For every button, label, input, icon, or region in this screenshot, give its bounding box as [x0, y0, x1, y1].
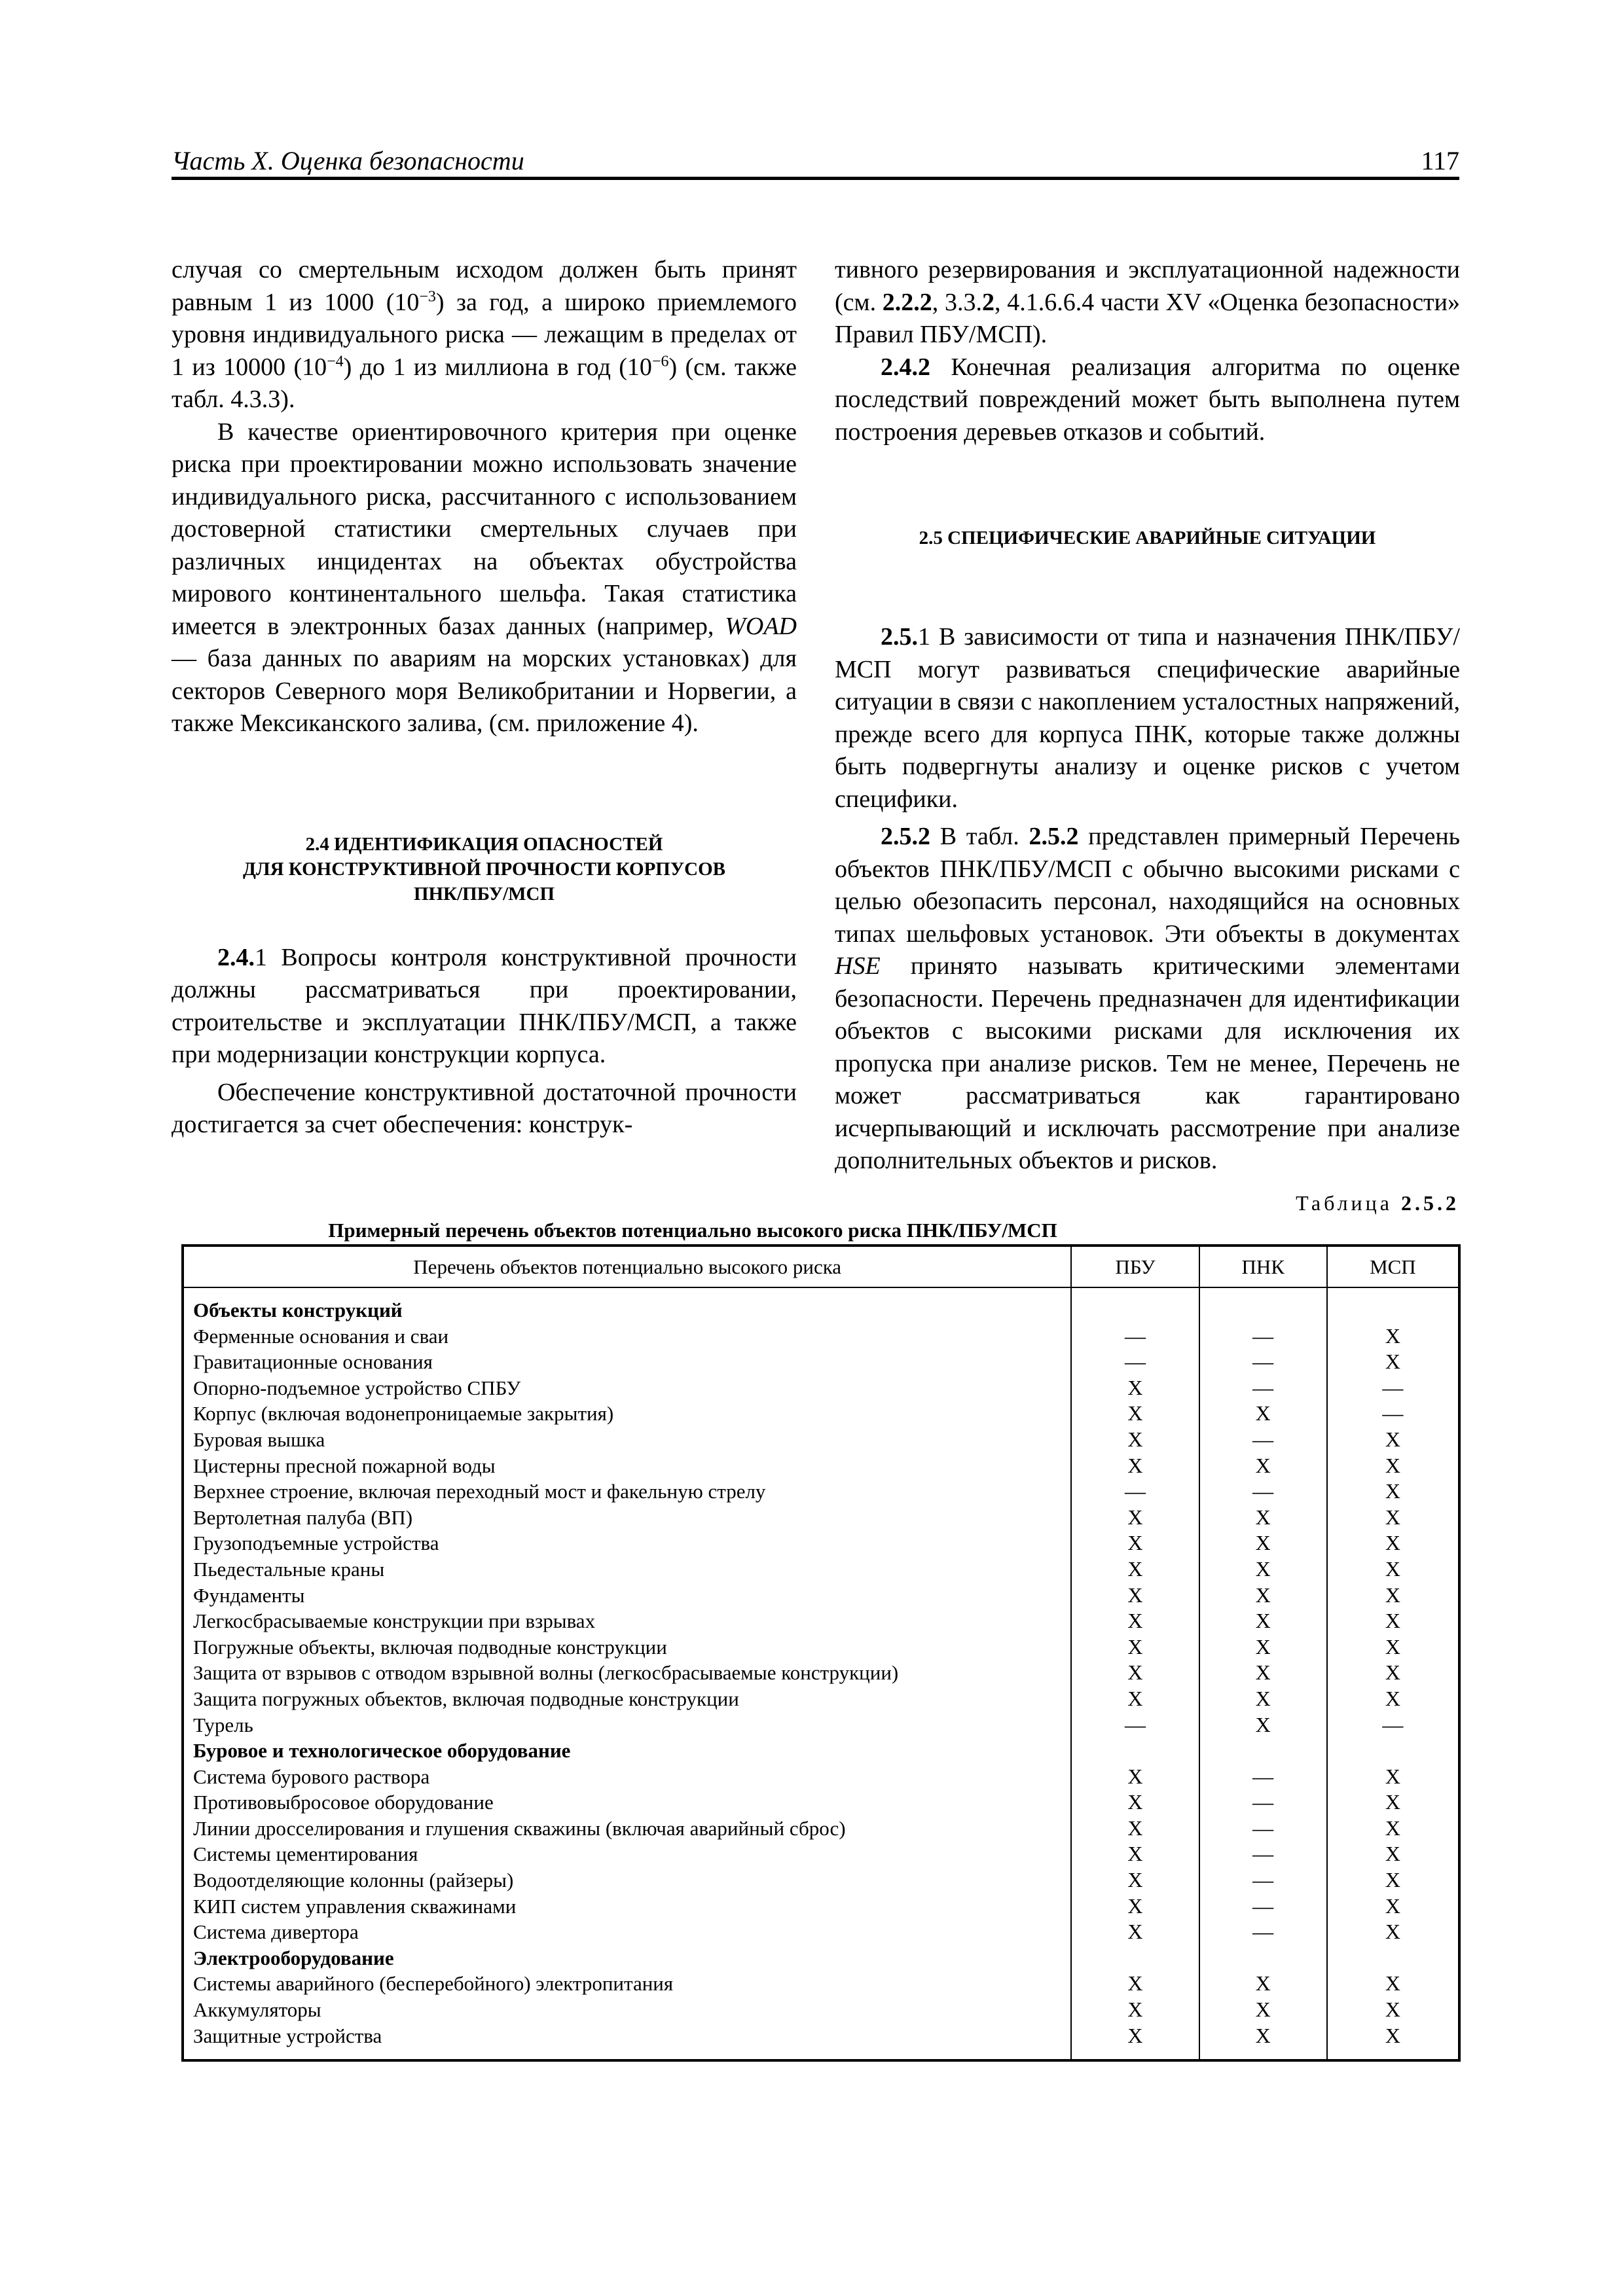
pnk-cell: X: [1199, 1686, 1327, 1712]
left-paragraph-3: Обеспечение конструктивной достаточной прочности достигается за счет обеспечения: конструк-: [172, 1078, 797, 1138]
object-name-cell: Аккумуляторы: [183, 1997, 1071, 2023]
table-row: [183, 1530, 1459, 1556]
column-header-msp: МСП: [1327, 1246, 1459, 1287]
left-paragraph-2: [172, 416, 797, 740]
pbu-cell: X: [1071, 1893, 1199, 1920]
pbu-cell: X: [1071, 1401, 1199, 1427]
pbu-cell: X: [1071, 1660, 1199, 1686]
pbu-cell: X: [1071, 1867, 1199, 1893]
msp-cell: [1327, 1945, 1459, 1971]
table-row: [183, 1971, 1459, 1997]
pnk-cell: —: [1199, 1349, 1327, 1375]
table-caption-label: Таблица: [1296, 1191, 1401, 1215]
pbu-cell: X: [1071, 1971, 1199, 1997]
text-run: случая со смертельным исходом должен быть принят равным 1 из 1000 (10: [172, 256, 797, 316]
paragraph-number: 2.4.: [217, 943, 255, 971]
msp-cell: X: [1327, 1349, 1459, 1375]
object-name-cell: Электрооборудование: [183, 1945, 1071, 1971]
pnk-cell: X: [1199, 1971, 1327, 1997]
superscript: −4: [327, 352, 344, 370]
pbu-cell: [1071, 1738, 1199, 1764]
pbu-cell: X: [1071, 1427, 1199, 1453]
object-name-cell: Корпус (включая водонепроницаемые закрытия): [183, 1401, 1071, 1427]
msp-cell: —: [1327, 1401, 1459, 1427]
pnk-cell: X: [1199, 1453, 1327, 1479]
msp-cell: X: [1327, 1816, 1459, 1842]
pbu-cell: X: [1071, 1816, 1199, 1842]
pbu-cell: —: [1071, 1712, 1199, 1738]
object-name-cell: Защита погружных объектов, включая подводные конструкции: [183, 1686, 1071, 1712]
paragraph-number: 2.4.2: [881, 353, 930, 381]
pnk-cell: —: [1199, 1816, 1327, 1842]
msp-cell: X: [1327, 1867, 1459, 1893]
object-name-cell: Опорно-подъемное устройство СПБУ: [183, 1375, 1071, 1401]
table-row: [183, 1686, 1459, 1712]
pbu-cell: X: [1071, 1764, 1199, 1790]
object-name-cell: Вертолетная палуба (ВП): [183, 1505, 1071, 1531]
object-name-cell: КИП систем управления скважинами: [183, 1893, 1071, 1920]
pbu-cell: —: [1071, 1349, 1199, 1375]
pbu-cell: X: [1071, 1583, 1199, 1609]
paragraph-2-5-2: [835, 821, 1460, 1177]
pbu-cell: X: [1071, 1505, 1199, 1531]
pnk-cell: X: [1199, 1505, 1327, 1531]
pnk-cell: —: [1199, 1841, 1327, 1867]
table-row: [183, 1660, 1459, 1686]
msp-cell: X: [1327, 1530, 1459, 1556]
table-row: [183, 1556, 1459, 1583]
table-row: [183, 1919, 1459, 1945]
msp-cell: X: [1327, 1686, 1459, 1712]
table-row: [183, 1764, 1459, 1790]
text-run: тивного резервирования и эксплуатационной надежности (см.: [835, 256, 1460, 316]
msp-cell: —: [1327, 1712, 1459, 1738]
msp-cell: X: [1327, 1583, 1459, 1609]
section-heading-2-5: 2.5 СПЕЦИФИЧЕСКИЕ АВАРИЙНЫЕ СИТУАЦИИ: [919, 528, 1376, 548]
msp-cell: X: [1327, 1323, 1459, 1350]
table-row: [183, 1401, 1459, 1427]
table-row: [183, 1789, 1459, 1816]
pbu-cell: X: [1071, 1634, 1199, 1660]
pbu-cell: X: [1071, 1375, 1199, 1401]
pnk-cell: —: [1199, 1427, 1327, 1453]
pnk-cell: [1199, 1738, 1327, 1764]
risk-objects-table: [181, 1244, 1461, 2062]
object-name-cell: Легкосбрасываемые конструкции при взрывах: [183, 1608, 1071, 1634]
table-title: Примерный перечень объектов потенциально высокого риска ПНК/ПБУ/МСП: [328, 1219, 1057, 1242]
pnk-cell: —: [1199, 1375, 1327, 1401]
msp-cell: X: [1327, 1427, 1459, 1453]
pbu-cell: X: [1071, 1608, 1199, 1634]
pnk-cell: —: [1199, 1867, 1327, 1893]
column-header-pbu: ПБУ: [1071, 1246, 1199, 1287]
text-run: представлен примерный Перечень объектов ПНК/ПБУ/МСП с обычно высокими рисками с целью обезопасить персонал, находящийся на основных типах шельфовых установок. Эти объекты в документах: [835, 823, 1460, 948]
table-row: [183, 1323, 1459, 1350]
pnk-cell: X: [1199, 2023, 1327, 2061]
pbu-cell: X: [1071, 2023, 1199, 2061]
object-name-cell: Защита от взрывов с отводом взрывной волны (легкосбрасываемые конструкции): [183, 1660, 1071, 1686]
page-number: 117: [1421, 146, 1459, 175]
msp-cell: X: [1327, 1789, 1459, 1816]
msp-cell: X: [1327, 1608, 1459, 1634]
msp-cell: X: [1327, 1893, 1459, 1920]
msp-cell: X: [1327, 2023, 1459, 2061]
section-heading-line: ДЛЯ КОНСТРУКТИВНОЙ ПРОЧНОСТИ КОРПУСОВ: [243, 858, 725, 880]
object-name-cell: Грузоподъемные устройства: [183, 1530, 1071, 1556]
running-header-title: Часть X. Оценка безопасности: [172, 146, 524, 175]
table-row: [183, 1712, 1459, 1738]
pnk-cell: —: [1199, 1893, 1327, 1920]
paragraph-number-tail: 1: [255, 943, 267, 971]
msp-cell: —: [1327, 1375, 1459, 1401]
left-column: [172, 254, 797, 1141]
pnk-cell: —: [1199, 1764, 1327, 1790]
paragraph-number: 2.5.2: [881, 823, 930, 850]
msp-cell: X: [1327, 1919, 1459, 1945]
text-run: В зависимости от типа и назначения ПНК/ПБУ/МСП могут развиваться специфические аварийные ситуации в связи с накоплением усталостных напряжений, прежде всего для корпуса ПНК, которые также должны быть подвергнуты анализу и оценке рисков с учетом специфики.: [835, 623, 1460, 813]
pbu-cell: X: [1071, 1530, 1199, 1556]
pnk-cell: —: [1199, 1323, 1327, 1350]
object-name-cell: Водоотделяющие колонны (райзеры): [183, 1867, 1071, 1893]
object-name-cell: Турель: [183, 1712, 1071, 1738]
pbu-cell: —: [1071, 1323, 1199, 1350]
text-run: , 3.3.: [932, 288, 983, 316]
msp-cell: X: [1327, 1971, 1459, 1997]
text-run: принято называть критическими элементами безопасности. Перечень предназначен для идентификации объектов с высокими рисками для исключения их пропуска при анализе рисков. Тем не менее, Перечень не может рассматриваться как гарантировано исчерпывающий и исключать рассмотрение при анализе дополнительных объектов и рисков.: [835, 952, 1460, 1174]
pnk-cell: X: [1199, 1530, 1327, 1556]
table-group-row: [183, 1287, 1459, 1323]
table-group-row: [183, 1738, 1459, 1764]
table-row: [183, 1349, 1459, 1375]
msp-cell: X: [1327, 1556, 1459, 1583]
table-body: [183, 1287, 1459, 2060]
table-row: [183, 1427, 1459, 1453]
pnk-cell: X: [1199, 1608, 1327, 1634]
organization-abbreviation: HSE: [835, 952, 881, 980]
pbu-cell: X: [1071, 1686, 1199, 1712]
pbu-cell: X: [1071, 1919, 1199, 1945]
table-row: [183, 1816, 1459, 1842]
object-name-cell: Ферменные основания и сваи: [183, 1323, 1071, 1350]
table-row: [183, 1479, 1459, 1505]
paragraph-2-4-2: [835, 351, 1460, 449]
table-row: [183, 2023, 1459, 2061]
object-name-cell: Цистерны пресной пожарной воды: [183, 1453, 1071, 1479]
msp-cell: [1327, 1738, 1459, 1764]
column-header-pnk: ПНК: [1199, 1246, 1327, 1287]
section-heading-line: 2.4 ИДЕНТИФИКАЦИЯ ОПАСНОСТЕЙ: [305, 833, 663, 855]
paragraph-2-5-1: [835, 621, 1460, 816]
database-name: WOAD: [725, 612, 797, 640]
pnk-cell: [1199, 1945, 1327, 1971]
right-column: [835, 254, 1460, 1177]
pbu-cell: —: [1071, 1479, 1199, 1505]
table-row: [183, 1608, 1459, 1634]
object-name-cell: Погружные объекты, включая подводные конструкции: [183, 1634, 1071, 1660]
superscript: −6: [651, 352, 669, 370]
text-run: Конечная реализация алгоритма по оценке последствий повреждений может быть выполнена путем построения деревьев отказов и событий.: [835, 353, 1460, 446]
text-run: В табл.: [930, 823, 1029, 850]
msp-cell: X: [1327, 1634, 1459, 1660]
object-name-cell: Системы цементирования: [183, 1841, 1071, 1867]
object-name-cell: Объекты конструкций: [183, 1287, 1071, 1323]
cross-reference: 2.2.2: [882, 288, 932, 316]
pnk-cell: —: [1199, 1789, 1327, 1816]
table-row: [183, 1997, 1459, 2023]
column-header-objects: Перечень объектов потенциально высокого риска: [183, 1246, 1071, 1287]
object-name-cell: Линии дросселирования и глушения скважины (включая аварийный сброс): [183, 1816, 1071, 1842]
table-row: [183, 1375, 1459, 1401]
text-run: ) до 1 из миллиона в год (10: [343, 353, 652, 381]
pnk-cell: X: [1199, 1997, 1327, 2023]
object-name-cell: Буровое и технологическое оборудование: [183, 1738, 1071, 1764]
pnk-cell: X: [1199, 1660, 1327, 1686]
pnk-cell: X: [1199, 1556, 1327, 1583]
table-row: [183, 1893, 1459, 1920]
cross-reference: 2: [982, 288, 995, 316]
paragraph-number-tail: 1: [918, 623, 930, 651]
text-run: — база данных по авариям на морских установках) для секторов Северного моря Великобритании и Норвегии, а также Мексиканского залива, (см. приложение 4).: [172, 645, 797, 737]
superscript: −3: [419, 287, 436, 305]
object-name-cell: Система дивертора: [183, 1919, 1071, 1945]
pnk-cell: X: [1199, 1401, 1327, 1427]
table-caption-number: 2.5.2: [1401, 1191, 1459, 1215]
text-run: ) (см. также табл. 4.3.3).: [172, 353, 797, 413]
msp-cell: X: [1327, 1764, 1459, 1790]
section-heading-2-4: [172, 832, 797, 906]
table-header-row: [183, 1246, 1459, 1287]
object-name-cell: Верхнее строение, включая переходный мост и факельную стрелу: [183, 1479, 1071, 1505]
pbu-cell: X: [1071, 1789, 1199, 1816]
pbu-cell: X: [1071, 1997, 1199, 2023]
table-row: [183, 1505, 1459, 1531]
table-row: [183, 1453, 1459, 1479]
pnk-cell: X: [1199, 1634, 1327, 1660]
pnk-cell: X: [1199, 1583, 1327, 1609]
msp-cell: [1327, 1287, 1459, 1323]
table-row: [183, 1867, 1459, 1893]
pbu-cell: X: [1071, 1841, 1199, 1867]
pnk-cell: X: [1199, 1712, 1327, 1738]
msp-cell: X: [1327, 1841, 1459, 1867]
object-name-cell: Буровая вышка: [183, 1427, 1071, 1453]
text-run: , 4.1.6.6.4 части XV «Оценка безопасности» Правил ПБУ/МСП).: [835, 288, 1460, 348]
pbu-cell: X: [1071, 1556, 1199, 1583]
object-name-cell: Фундаменты: [183, 1583, 1071, 1609]
text-run: ) за год, а широко приемлемого уровня индивидуального риска — лежащим в пределах от 1 из 10000 (10: [172, 288, 797, 381]
msp-cell: X: [1327, 1479, 1459, 1505]
msp-cell: X: [1327, 1453, 1459, 1479]
paragraph-2-4-1: [172, 942, 797, 1071]
pnk-cell: —: [1199, 1919, 1327, 1945]
text-run: В качестве ориентировочного критерия при оценке риска при проектировании можно использовать значение индивидуального риска, рассчитанного с использованием достоверной статистики смертельных случаев при различных инцидентах на объектах обустройства мирового континентального шельфа. Такая статистика имеется в электронных базах данных (например,: [172, 418, 797, 640]
msp-cell: X: [1327, 1997, 1459, 2023]
right-paragraph-1: [835, 254, 1460, 351]
text-run: Вопросы контроля конструктивной прочности должны рассматриваться при проектировании, строительстве и эксплуатации ПНК/ПБУ/МСП, а также при модернизации конструкции корпуса.: [172, 943, 797, 1068]
pbu-cell: [1071, 1945, 1199, 1971]
table-caption: [0, 1191, 1459, 1215]
pnk-cell: —: [1199, 1479, 1327, 1505]
left-paragraph-1: [172, 254, 797, 416]
paragraph-number: 2.5.: [881, 623, 918, 651]
msp-cell: X: [1327, 1505, 1459, 1531]
pbu-cell: [1071, 1287, 1199, 1323]
table-group-row: [183, 1945, 1459, 1971]
object-name-cell: Пьедестальные краны: [183, 1556, 1071, 1583]
table-row: [183, 1634, 1459, 1660]
msp-cell: X: [1327, 1660, 1459, 1686]
table-row: [183, 1841, 1459, 1867]
table-row: [183, 1583, 1459, 1609]
cross-reference: 2.5.2: [1029, 823, 1079, 850]
header-rule: [172, 177, 1459, 180]
pnk-cell: [1199, 1287, 1327, 1323]
section-heading-line: ПНК/ПБУ/МСП: [413, 883, 555, 905]
object-name-cell: Противовыбросовое оборудование: [183, 1789, 1071, 1816]
object-name-cell: Система бурового раствора: [183, 1764, 1071, 1790]
pbu-cell: X: [1071, 1453, 1199, 1479]
object-name-cell: Защитные устройства: [183, 2023, 1071, 2061]
object-name-cell: Системы аварийного (бесперебойного) электропитания: [183, 1971, 1071, 1997]
object-name-cell: Гравитационные основания: [183, 1349, 1071, 1375]
